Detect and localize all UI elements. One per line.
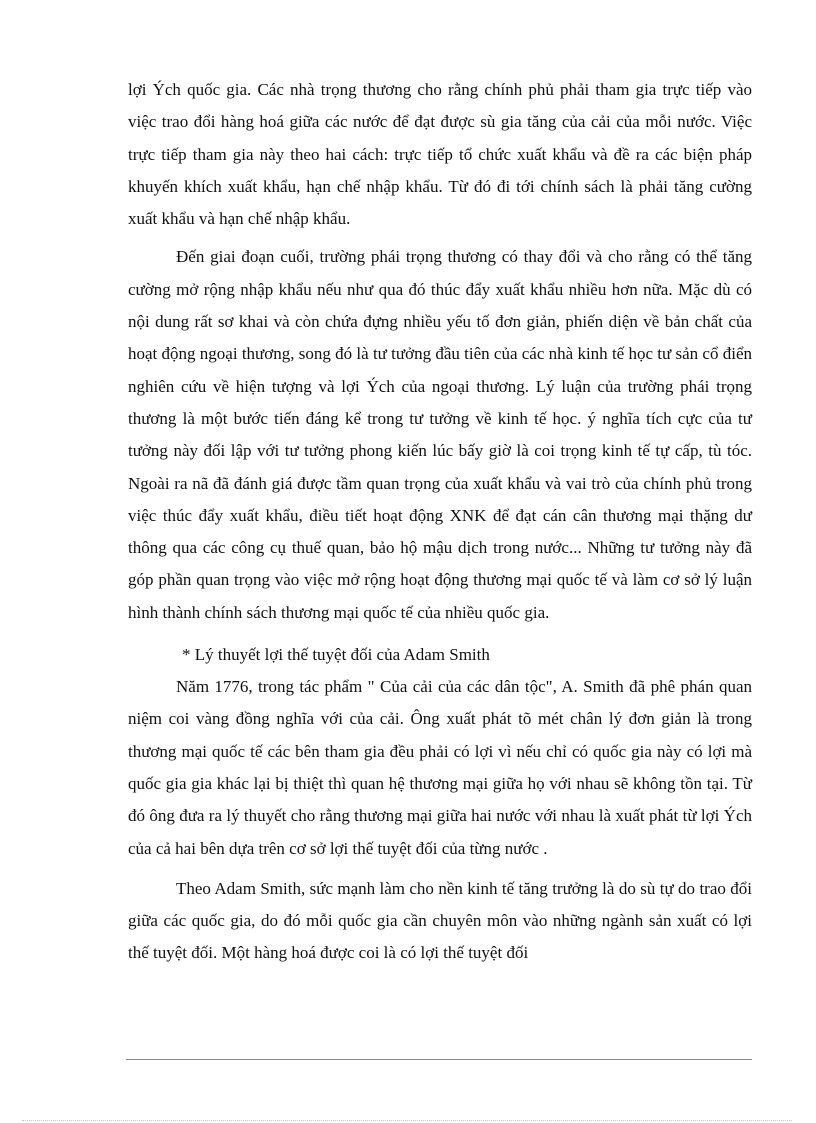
footer-divider [126, 1059, 752, 1060]
paragraph-2: Đến giai đoạn cuối, trường phái trọng thương có thay đổi và cho rằng có thể tăng cường mở rộng nhập khẩu nếu như qua đó thúc đẩy xuất khẩu nhiều hơn nữa. Mặc dù có nội dung rất sơ khai và còn chứa đựng nhiều yếu tố đơn giản, phiến diện về bản chất của hoạt động ngoại thương, song đó là tư tưởng đầu tiên của các nhà kinh tế học tư sản cổ điển nghiên cứu về hiện tượng và lợi Ých của ngoại thương. Lý luận của trường phái trọng thương là một bước tiến đáng kể trong tư tưởng về kinh tế học. ý nghĩa tích cực của tư tưởng này đối lập với tư tưởng phong kiến lúc bấy giờ là coi trọng kinh tế tự cấp, tù tóc. Ngoài ra nã đã đánh giá được tầm quan trọng của xuất khẩu và vai trò của chính phủ trong việc thúc đẩy xuất khẩu, điều tiết hoạt động XNK để đạt cán cân thương mại thặng dư thông qua các công cụ thuế quan, bảo hộ mậu dịch trong nước... Những tư tưởng này đã góp phần quan trọng vào việc mở rộng hoạt động thương mại quốc tế và làm cơ sở lý luận hình thành chính sách thương mại quốc tế của nhiều quốc gia. [128, 247, 752, 622]
paragraph-1: lợi Ých quốc gia. Các nhà trọng thương cho rằng chính phủ phải tham gia trực tiếp vào việc trao đổi hàng hoá giữa các nước để đạt được sù gia tăng của cải của mỗi nước. Việc trực tiếp tham gia này theo hai cách: trực tiếp tổ chức xuất khẩu và đề ra các biện pháp khuyến khích xuất khẩu, hạn chế nhập khẩu. Từ đó đi tới chính sách là phải tăng cường xuất khẩu và hạn chế nhập khẩu. [128, 80, 752, 229]
document-body [128, 74, 752, 970]
section-heading: * Lý thuyết lợi thế tuyệt đối của Adam Smith [182, 645, 490, 665]
paragraph-3: Năm 1776, trong tác phẩm " Của cải của các dân tộc", A. Smith đã phê phán quan niệm coi vàng đồng nghĩa với của cải. Ông xuất phát tõ mét chân lý đơn giản là trong thương mại quốc tế các bên tham gia đều phải có lợi vì nếu chỉ có quốc gia này có lợi mà quốc gia gia khác lại bị thiệt thì quan hệ thương mại giữa họ với nhau sẽ không tồn tại. Từ đó ông đưa ra lý thuyết cho rằng thương mại giữa hai nước với nhau là xuất phát từ lợi Ých của cả hai bên dựa trên cơ sở lợi thế tuyệt đối của từng nước . [128, 677, 752, 858]
page-bottom-dotted-border [22, 1120, 792, 1121]
paragraph-4: Theo Adam Smith, sức mạnh làm cho nền kinh tế tăng trưởng là do sù tự do trao đổi giữa các quốc gia, do đó mỗi quốc gia cần chuyên môn vào những ngành sản xuất có lợi thế tuyệt đối. Một hàng hoá được coi là có lợi thế tuyệt đối [128, 878, 752, 963]
